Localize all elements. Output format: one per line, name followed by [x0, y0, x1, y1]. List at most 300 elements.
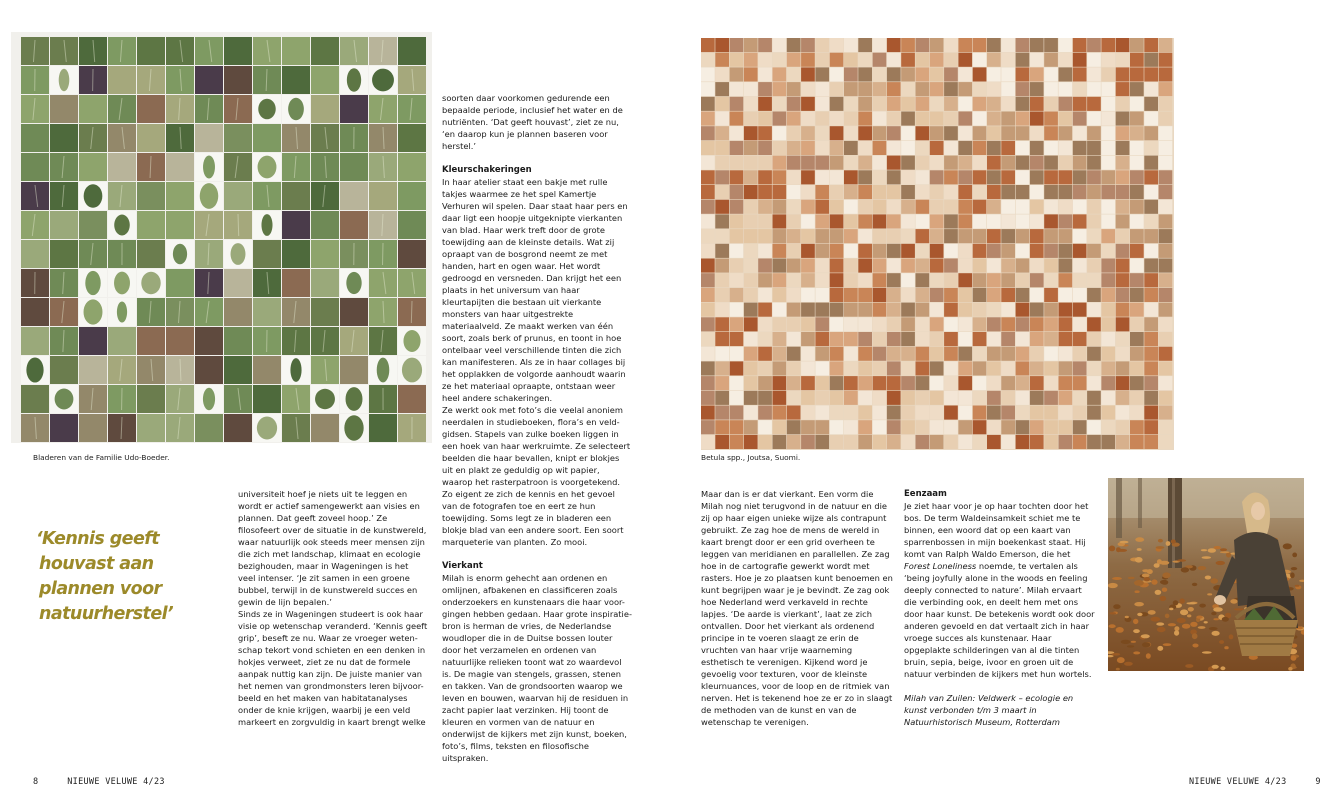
bark-tile	[916, 259, 930, 273]
bark-tile	[1130, 317, 1144, 331]
bark-tile	[1016, 288, 1030, 302]
bark-tile	[1030, 170, 1044, 184]
bark-tile	[844, 141, 858, 155]
paragraph: In haar atelier staat een bakje met rulle takjes waarmee ze het spel Kamertje Verhuren wil spelen. Daar staat haar pers en daar ligt een hoopje uitgeknipte vierkanten van blad. Haar werk treft door de grote toewijding aan de kleinste details. Wat zij opraapt van de bosgrond neemt ze met handen, hart en ogen waar. Het wordt gedroogd en versneden. Dan krijgt het een plaats in het universum van haar kleurtapijten die bestaan uit vierkante monsters van haar uitgestrekte materiaalveld. Ze maakt werken van één soort, zoals berk of prunus, en toont in hoe ontelbaar veel verschillende tinten die zich kan manifesteren. Als ze in haar collages bij het opplakken de volgorde aanhoudt waarin ze het materiaal opraapte, ontstaan weer heel andere schakeringen.	[442, 177, 628, 403]
bark-tile	[958, 38, 972, 52]
leaf-cutout	[261, 214, 272, 236]
bark-tile	[1116, 112, 1130, 126]
bark-tile	[744, 156, 758, 170]
bark-tile	[830, 332, 844, 346]
bark-tile	[715, 38, 729, 52]
fallen-leaf	[1179, 598, 1185, 603]
bark-tile	[1044, 420, 1058, 434]
leaf-cutout	[258, 156, 277, 179]
bark-tile	[1087, 391, 1101, 405]
bark-tile	[715, 376, 729, 390]
paragraph: Milah is enorm gehecht aan ordenen en omlijnen, afbakenen en classificeren zoals onderzoekers en kunstenaars die haar voor-gingen hebben gedaan. Haar grote inspiratie-bron is herman de vries, de Nederlandse woudloper die in de Duitse bossen louter door het verzamelen en ordenen van natuurlijke relieken toont wat zo waardevol is. De magie van stengels, grassen, stenen en takken. Van de grondsoorten waarop we leven en bouwen, waarvan hij de residuen in zacht papier laat verzinken. Hij toont de kleuren en vormen van de natuur en onderwijst de kijkers met zijn kunst, boeken, foto’s, films, teksten en filosofische uitspraken.	[442, 573, 632, 763]
bark-tile	[973, 259, 987, 273]
bark-tile	[973, 391, 987, 405]
bark-tile	[844, 391, 858, 405]
bark-tile	[701, 317, 715, 331]
bark-tile	[916, 112, 930, 126]
bark-tile	[858, 361, 872, 375]
leaf-tile	[21, 153, 49, 181]
bark-tile	[1101, 214, 1115, 228]
bark-tile	[973, 420, 987, 434]
bark-tile	[1159, 97, 1173, 111]
leaf-tile	[340, 95, 368, 123]
bark-tile	[1130, 303, 1144, 317]
bark-tile	[887, 185, 901, 199]
bark-tile	[787, 97, 801, 111]
bark-tile	[1059, 303, 1073, 317]
bark-tile	[744, 82, 758, 96]
bark-tile	[701, 347, 715, 361]
bark-tile	[844, 288, 858, 302]
leaf-tile	[224, 182, 252, 210]
bark-tile	[773, 126, 787, 140]
bark-tile	[1101, 391, 1115, 405]
fallen-leaf	[1192, 633, 1198, 639]
fallen-leaf	[1133, 651, 1140, 654]
birch-collage-caption: Betula spp., Joutsa, Suomi.	[701, 453, 801, 462]
bark-tile	[958, 156, 972, 170]
fallen-leaf	[1171, 539, 1176, 543]
leaf-tile	[224, 298, 252, 326]
bark-tile	[1144, 420, 1158, 434]
bark-tile	[987, 391, 1001, 405]
fallen-leaf	[1212, 665, 1219, 669]
bark-tile	[801, 435, 815, 449]
bark-tile	[787, 170, 801, 184]
bark-tile	[701, 273, 715, 287]
bark-tile	[844, 185, 858, 199]
bark-tile	[901, 229, 915, 243]
bark-tile	[773, 170, 787, 184]
bark-tile	[1101, 229, 1115, 243]
bark-tile	[1159, 38, 1173, 52]
bark-tile	[715, 112, 729, 126]
leaf-tile	[311, 211, 339, 239]
bark-tile	[730, 82, 744, 96]
bark-tile	[930, 200, 944, 214]
bark-tile	[1087, 317, 1101, 331]
bark-tile	[830, 185, 844, 199]
bark-tile	[944, 435, 958, 449]
leaf-tile	[137, 182, 165, 210]
bark-tile	[744, 214, 758, 228]
exhibition-note: Milah van Zuilen: Veldwerk – ecologie en kunst verbonden t/m 3 maart in Natuurhistorisch Museum, Rotterdam	[904, 693, 1074, 727]
bark-tile	[973, 82, 987, 96]
bark-tile	[715, 244, 729, 258]
bark-tile	[930, 406, 944, 420]
fallen-leaf	[1127, 645, 1134, 647]
leaf-tile	[369, 414, 397, 442]
bark-tile	[1101, 126, 1115, 140]
bark-tile	[1130, 97, 1144, 111]
bark-tile	[730, 244, 744, 258]
bark-tile	[916, 332, 930, 346]
bark-tile	[815, 259, 829, 273]
fallen-leaf	[1213, 618, 1219, 620]
bark-tile	[787, 185, 801, 199]
bark-tile	[844, 244, 858, 258]
bark-tile	[758, 156, 772, 170]
fallen-leaf	[1154, 563, 1160, 568]
bark-tile	[830, 273, 844, 287]
bark-tile	[958, 435, 972, 449]
bark-tile	[830, 141, 844, 155]
bark-tile	[1116, 156, 1130, 170]
bark-tile	[1087, 361, 1101, 375]
bark-tile	[901, 53, 915, 67]
fallen-leaf	[1208, 548, 1216, 553]
bark-tile	[1030, 126, 1044, 140]
bark-tile	[701, 82, 715, 96]
bark-tile	[773, 229, 787, 243]
bark-tile	[730, 53, 744, 67]
bark-tile	[1073, 67, 1087, 81]
bark-tile	[858, 229, 872, 243]
bark-tile	[1101, 200, 1115, 214]
bark-tile	[901, 97, 915, 111]
bark-tile	[844, 303, 858, 317]
leaf-tile	[137, 37, 165, 65]
bark-tile	[1030, 67, 1044, 81]
pull-quote-line: natuurherstel’	[39, 604, 174, 624]
bark-tile	[1130, 406, 1144, 420]
bark-tile	[973, 112, 987, 126]
fallen-leaf	[1142, 642, 1150, 647]
bark-tile	[1101, 259, 1115, 273]
leaf-cutout	[372, 69, 394, 92]
bark-tile	[830, 156, 844, 170]
bark-tile	[1001, 288, 1015, 302]
bark-tile	[887, 170, 901, 184]
bark-tile	[773, 244, 787, 258]
bark-tile	[1001, 141, 1015, 155]
bark-tile	[1073, 126, 1087, 140]
bark-tile	[944, 317, 958, 331]
left-folio	[33, 777, 165, 787]
bark-tile	[858, 53, 872, 67]
heading-kleurschakeringen: Kleurschakeringen	[442, 165, 532, 175]
leaf-cutout	[315, 389, 335, 409]
bark-tile	[1073, 273, 1087, 287]
right-page-column-1	[701, 488, 893, 728]
bark-tile	[1144, 214, 1158, 228]
bark-tile	[1044, 126, 1058, 140]
bark-tile	[773, 141, 787, 155]
bark-tile	[1144, 112, 1158, 126]
bark-tile	[987, 170, 1001, 184]
bark-tile	[730, 141, 744, 155]
fallen-leaf	[1142, 574, 1150, 578]
bark-tile	[730, 229, 744, 243]
bark-tile	[730, 303, 744, 317]
bark-tile	[1087, 303, 1101, 317]
bark-tile	[1001, 126, 1015, 140]
leaf-tile	[398, 211, 426, 239]
bark-tile	[730, 361, 744, 375]
bark-tile	[1016, 126, 1030, 140]
bark-tile	[1159, 200, 1173, 214]
bark-tile	[1130, 214, 1144, 228]
bark-tile	[744, 244, 758, 258]
bark-tile	[1116, 288, 1130, 302]
bark-tile	[730, 420, 744, 434]
bark-tile	[1030, 141, 1044, 155]
fallen-leaf	[1144, 577, 1150, 581]
birch-collage-grid	[701, 38, 1174, 450]
bark-tile	[701, 376, 715, 390]
leaf-tile	[166, 182, 194, 210]
bark-tile	[1059, 259, 1073, 273]
bark-tile	[1087, 406, 1101, 420]
bark-tile	[787, 376, 801, 390]
fallen-leaf	[1125, 616, 1129, 618]
fallen-leaf	[1108, 583, 1118, 588]
fallen-leaf	[1234, 608, 1244, 610]
fallen-leaf	[1151, 617, 1161, 622]
fallen-leaf	[1155, 590, 1162, 595]
bark-tile	[1001, 391, 1015, 405]
leaf-tile	[50, 95, 78, 123]
bark-tile	[1116, 244, 1130, 258]
bark-tile	[787, 229, 801, 243]
bark-tile	[758, 435, 772, 449]
bark-tile	[1016, 97, 1030, 111]
fallen-leaf	[1168, 623, 1176, 626]
fallen-leaf	[1156, 622, 1164, 625]
bark-tile	[873, 435, 887, 449]
bark-tile	[758, 244, 772, 258]
bark-tile	[787, 244, 801, 258]
bark-tile	[1044, 435, 1058, 449]
bark-tile	[730, 317, 744, 331]
bark-tile	[987, 97, 1001, 111]
bark-tile	[1059, 97, 1073, 111]
leaf-collage-caption: Bladeren van de Familie Udo-Boeder.	[33, 453, 170, 462]
bark-tile	[830, 67, 844, 81]
bark-tile	[973, 97, 987, 111]
fallen-leaf	[1117, 664, 1122, 668]
bark-tile	[944, 38, 958, 52]
bark-tile	[1016, 244, 1030, 258]
bark-tile	[958, 273, 972, 287]
bark-tile	[858, 347, 872, 361]
bark-tile	[787, 214, 801, 228]
bark-tile	[944, 259, 958, 273]
fallen-leaf	[1211, 612, 1216, 616]
fallen-leaf	[1177, 618, 1186, 623]
bark-tile	[787, 435, 801, 449]
fallen-leaf	[1124, 662, 1133, 666]
fallen-leaf	[1174, 630, 1179, 635]
bark-tile	[1059, 273, 1073, 287]
leaf-tile	[50, 240, 78, 268]
fallen-leaf	[1116, 668, 1120, 671]
bark-tile	[987, 303, 1001, 317]
bark-tile	[944, 170, 958, 184]
bark-tile	[715, 67, 729, 81]
bark-tile	[730, 391, 744, 405]
fallen-leaf	[1165, 614, 1170, 619]
bark-tile	[1144, 200, 1158, 214]
bark-tile	[787, 347, 801, 361]
bark-tile	[830, 361, 844, 375]
bark-tile	[787, 156, 801, 170]
bark-tile	[916, 141, 930, 155]
paragraph: soorten daar voorkomen gedurende een bepaalde periode, inclusief het water en de nutriënten. ‘Dat geeft houvast’, ziet ze nu, ‘en daarop kun je plannen baseren voor herstel.’	[442, 93, 623, 151]
fallen-leaf	[1146, 653, 1151, 659]
bark-tile	[844, 82, 858, 96]
bark-tile	[773, 303, 787, 317]
fallen-leaf	[1186, 602, 1196, 604]
bark-tile	[787, 126, 801, 140]
leaf-tile	[224, 37, 252, 65]
bark-tile	[916, 244, 930, 258]
bark-tile	[844, 38, 858, 52]
bark-tile	[773, 53, 787, 67]
bark-tile	[987, 259, 1001, 273]
forest-photo	[1108, 478, 1304, 671]
bark-tile	[1130, 82, 1144, 96]
bark-tile	[1073, 170, 1087, 184]
leaf-cutout	[203, 388, 215, 410]
bark-tile	[701, 200, 715, 214]
bark-tile	[973, 332, 987, 346]
bark-tile	[1073, 141, 1087, 155]
bark-tile	[1130, 112, 1144, 126]
bark-tile	[1016, 112, 1030, 126]
bark-tile	[1044, 141, 1058, 155]
bark-tile	[1144, 391, 1158, 405]
bark-tile	[1001, 406, 1015, 420]
bark-tile	[701, 406, 715, 420]
bark-tile	[1001, 38, 1015, 52]
bark-tile	[887, 435, 901, 449]
bark-tile	[1159, 244, 1173, 258]
bark-tile	[1144, 332, 1158, 346]
bark-tile	[1016, 420, 1030, 434]
bark-tile	[944, 420, 958, 434]
bark-tile	[1087, 82, 1101, 96]
leaf-cutout	[203, 156, 215, 179]
bark-tile	[1001, 200, 1015, 214]
bark-tile	[1116, 38, 1130, 52]
leaf-tile	[166, 153, 194, 181]
bark-tile	[1101, 244, 1115, 258]
fallen-leaf	[1120, 541, 1129, 544]
bark-tile	[715, 303, 729, 317]
bark-tile	[1030, 435, 1044, 449]
bark-tile	[1030, 38, 1044, 52]
leaf-tile	[224, 66, 252, 94]
fallen-leaf	[1212, 631, 1220, 636]
bark-tile	[916, 361, 930, 375]
fallen-leaf	[1116, 547, 1121, 552]
bark-tile	[987, 361, 1001, 375]
bark-tile	[787, 303, 801, 317]
left-page-column-2	[442, 92, 632, 764]
bark-tile	[1159, 112, 1173, 126]
bark-tile	[1073, 97, 1087, 111]
leaf-tile	[137, 414, 165, 442]
fallen-leaf	[1283, 543, 1292, 549]
bark-tile	[787, 273, 801, 287]
bark-tile	[773, 97, 787, 111]
bark-tile	[1073, 112, 1087, 126]
bark-tile	[987, 141, 1001, 155]
bark-tile	[1101, 317, 1115, 331]
bark-tile	[701, 259, 715, 273]
bark-tile	[1116, 332, 1130, 346]
bark-tile	[744, 376, 758, 390]
bark-tile	[944, 185, 958, 199]
bark-tile	[801, 67, 815, 81]
bark-tile	[973, 67, 987, 81]
bark-tile	[758, 391, 772, 405]
bark-tile	[744, 97, 758, 111]
bark-tile	[858, 420, 872, 434]
leaf-cutout	[84, 299, 103, 324]
bark-tile	[830, 200, 844, 214]
bark-tile	[1087, 126, 1101, 140]
bark-tile	[858, 82, 872, 96]
bark-tile	[1101, 112, 1115, 126]
bark-tile	[1059, 317, 1073, 331]
bark-tile	[930, 229, 944, 243]
bark-tile	[1044, 170, 1058, 184]
bark-tile	[801, 200, 815, 214]
leaf-tile	[79, 211, 107, 239]
bark-tile	[858, 288, 872, 302]
bark-tile	[987, 406, 1001, 420]
fallen-leaf	[1192, 583, 1197, 586]
bark-tile	[1059, 67, 1073, 81]
bark-tile	[873, 244, 887, 258]
bark-tile	[873, 126, 887, 140]
bark-tile	[815, 141, 829, 155]
fallen-leaf	[1137, 548, 1142, 551]
bark-tile	[858, 332, 872, 346]
leaf-cutout	[114, 215, 130, 236]
bark-tile	[715, 141, 729, 155]
bark-tile	[958, 229, 972, 243]
bark-tile	[873, 420, 887, 434]
bark-tile	[1101, 332, 1115, 346]
leaf-tile	[224, 327, 252, 355]
leaf-cutout	[85, 271, 100, 295]
leaf-tile	[79, 356, 107, 384]
bark-tile	[916, 347, 930, 361]
leaf-cutout	[84, 184, 103, 208]
leaf-tile	[137, 327, 165, 355]
fallen-leaf	[1116, 627, 1124, 633]
bark-tile	[987, 214, 1001, 228]
fallen-leaf	[1141, 634, 1150, 638]
bark-tile	[1059, 214, 1073, 228]
leaf-tile	[398, 37, 426, 65]
bark-tile	[1001, 53, 1015, 67]
bark-tile	[930, 170, 944, 184]
bark-tile	[1159, 53, 1173, 67]
bark-tile	[916, 288, 930, 302]
bark-tile	[916, 420, 930, 434]
leaf-cutout	[258, 99, 275, 120]
bark-tile	[1073, 82, 1087, 96]
